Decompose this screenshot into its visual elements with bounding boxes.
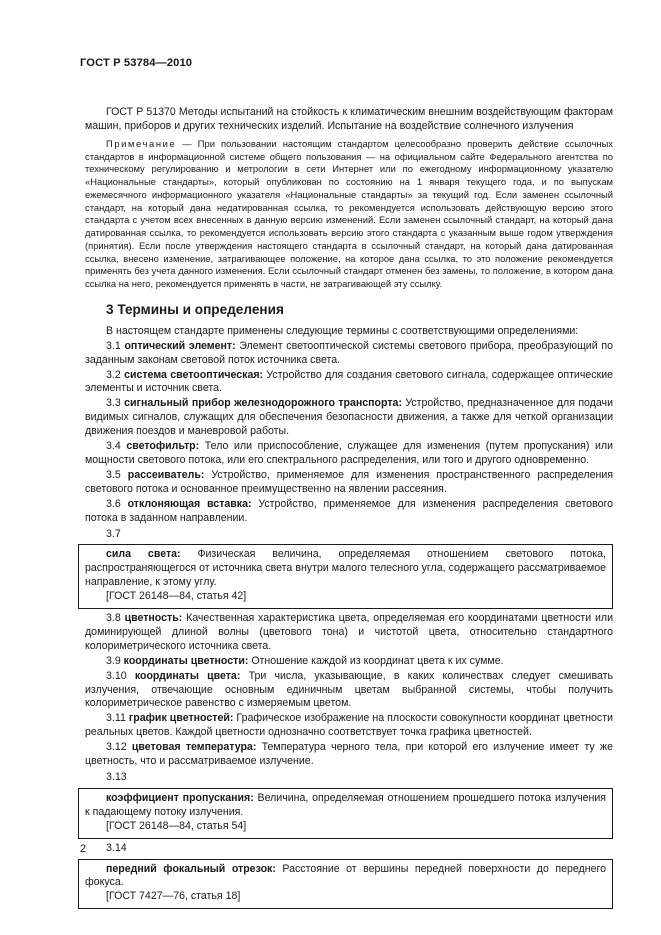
term-name: отклоняющая вставка: <box>127 497 252 510</box>
term-number: 3.10 <box>106 669 135 682</box>
term-name: светофильтр: <box>126 440 200 453</box>
term-number: 3.9 <box>106 654 124 667</box>
term-3-14-number: 3.14 <box>106 841 127 854</box>
term-3-8 <box>85 612 613 654</box>
term-3-13-number: 3.13 <box>106 771 127 783</box>
term-name: координаты цвета: <box>134 669 241 682</box>
term-definition: Устройство, применяемое для изменения пространственного распределения светового потока и основанное преимущественно на явлении рассеяния. <box>85 468 613 495</box>
term-name: передний фокальный отрезок: <box>106 862 276 875</box>
term-definition: Температура черного тела, при которой его излучение имеет ту же цветность, что и рассматриваемое излучение. <box>85 741 614 768</box>
term-3-10 <box>85 670 613 712</box>
term-definition: Устройство, применяемое для изменения распределения светового потока в заданном направлении. <box>85 497 613 524</box>
term-number: 3.2 <box>106 368 125 381</box>
term-3-5 <box>85 469 613 497</box>
section-3-title: 3 Термины и определения <box>106 301 284 317</box>
term-number: 3.11 <box>106 712 129 725</box>
term-3-13-source: [ГОСТ 26148—84, статья 54] <box>106 819 247 832</box>
term-3-2 <box>85 369 613 397</box>
term-3-7-source: [ГОСТ 26148—84, статья 42] <box>106 590 247 603</box>
term-name: сила света: <box>106 548 181 561</box>
term-3-7 <box>85 548 606 590</box>
section-3-intro: В настоящем стандарте применены следующие термины с соответствующими определениями: <box>106 324 579 337</box>
term-3-14-box <box>78 859 613 910</box>
term-3-9 <box>85 655 613 669</box>
term-3-7-number: 3.7 <box>106 527 121 540</box>
term-name: коэффициент пропускания: <box>106 791 254 804</box>
term-3-12 <box>85 741 613 769</box>
page-number: 2 <box>80 843 87 855</box>
term-definition: Тело или приспособление, служащее для изменения (путем пропускания) или мощности светового потока, или его спектрального распределения, или того и другого одновременно. <box>85 440 614 466</box>
term-number: 3.5 <box>106 468 128 481</box>
term-name: рассеиватель: <box>127 468 205 481</box>
term-name: система светооптическая: <box>124 368 264 381</box>
note-label: Примечание <box>106 137 177 149</box>
document-body <box>85 106 613 912</box>
term-3-11 <box>85 712 613 740</box>
term-number: 3.8 <box>106 612 125 625</box>
term-name: цветность: <box>124 612 183 625</box>
term-3-4 <box>85 440 613 468</box>
term-3-1 <box>85 340 613 368</box>
term-number: 3.3 <box>106 397 125 410</box>
term-3-13 <box>85 792 606 820</box>
term-definition: Три числа, указывающие, в каких количествах следует смешивать излучения, отвечающие основным единичным цветам выбранной системы, чтобы получить колориметрическое равенство с измеряемым цветом. <box>85 669 613 710</box>
term-definition: Отношение каждой из координат цвета к их сумме. <box>248 654 504 667</box>
term-3-7-box <box>78 544 613 609</box>
term-3-13-box <box>78 788 613 839</box>
term-number: 3.12 <box>106 741 132 754</box>
note-paragraph <box>85 138 613 291</box>
term-definition: Графическое изображение на плоскости совокупности координат цветности реальных цветов. Каждой цветности однозначно соответствует точка графика цветностей. <box>85 712 613 739</box>
term-definition: Расстояние от вершины передней поверхности до переднего фокуса. <box>85 862 606 889</box>
term-name: координаты цветности: <box>123 654 249 667</box>
term-number: 3.1 <box>106 339 125 352</box>
term-name: оптический элемент: <box>124 339 236 352</box>
normative-reference-gost-51370: ГОСТ Р 51370 Методы испытаний на стойкость к климатическим внешним воздействующим факторам машин, приборов и других технических изделий. Испытание на воздействие солнечного излучения <box>85 106 613 132</box>
term-definition: Качественная характеристика цвета, определяемая его координатами цветности или доминирующей длиной волны (цветового тона) и чистотой цвета, относительно стандартного колориметрического источника света. <box>85 612 613 652</box>
term-definition: Величина, определяемая отношением прошедшего потока излучения к падающему потоку излучения. <box>85 791 607 818</box>
term-3-14 <box>85 863 606 891</box>
term-3-3 <box>85 397 613 439</box>
term-name: цветовая температура: <box>131 741 257 754</box>
term-definition: Физическая величина, определяемая отношением светового потока, распространяющегося от источника света внутри малого телесного угла, содержащего рассматриваемое направление, к этому углу. <box>85 548 606 589</box>
term-definition: Элемент светооптической системы светового прибора, преобразующий по заданным законам световой поток источника света. <box>85 339 613 366</box>
term-definition: Устройство для создания светового сигнала, содержащее оптические элементы и источник света. <box>85 368 613 395</box>
term-name: график цветностей: <box>128 712 234 725</box>
note-text: — При пользовании настоящим стандартом целесообразно проверить действие ссылочных стандартов в информационной системе общего пользования — на официальном сайте Федерального агентства по техническому регулированию и метрологии в сети Интернет или по ежегодному информационному указателю «Национальные стандарты», который опубликован по состоянию на 1 января текущего года, и по выпускам ежемесячного информационного указателя «Национальные стандарты» за текущий год. Если заменен ссылочный стандарт, на который дана недатированная ссылка, то рекомендуется использовать действующую версию этого стандарта с учетом всех внесенных в данную версию изменений. Если заменен ссылочный стандарт, на который дана датированная ссылка, то рекомендуется использовать версию этого стандарта с указанным выше годом утверждения (принятия). Если после утверждения настоящего стандарта в ссылочный стандарт, на который дана датированная ссылка, внесено изменение, затрагивающее положение, на которое дана ссылка, то это положение рекомендуется применять без учета данного изменения. Если ссылочный стандарт отменен без замены, то положение, в котором дана ссылка на него, рекомендуется применять в части, не затрагивающей эту ссылку. <box>85 137 613 290</box>
term-name: сигнальный прибор железнодорожного транспорта: <box>124 397 402 410</box>
document-header: ГОСТ Р 53784—2010 <box>80 57 193 69</box>
term-3-14-source: [ГОСТ 7427—76, статья 18] <box>106 890 241 903</box>
term-number: 3.6 <box>106 497 128 510</box>
term-number: 3.4 <box>106 440 127 453</box>
term-definition: Устройство, предназначенное для подачи видимых сигналов, служащих для обеспечения безопасности движения, а также для четкой организации движения поездов и маневровой работы. <box>85 397 613 438</box>
term-3-6 <box>85 498 613 526</box>
